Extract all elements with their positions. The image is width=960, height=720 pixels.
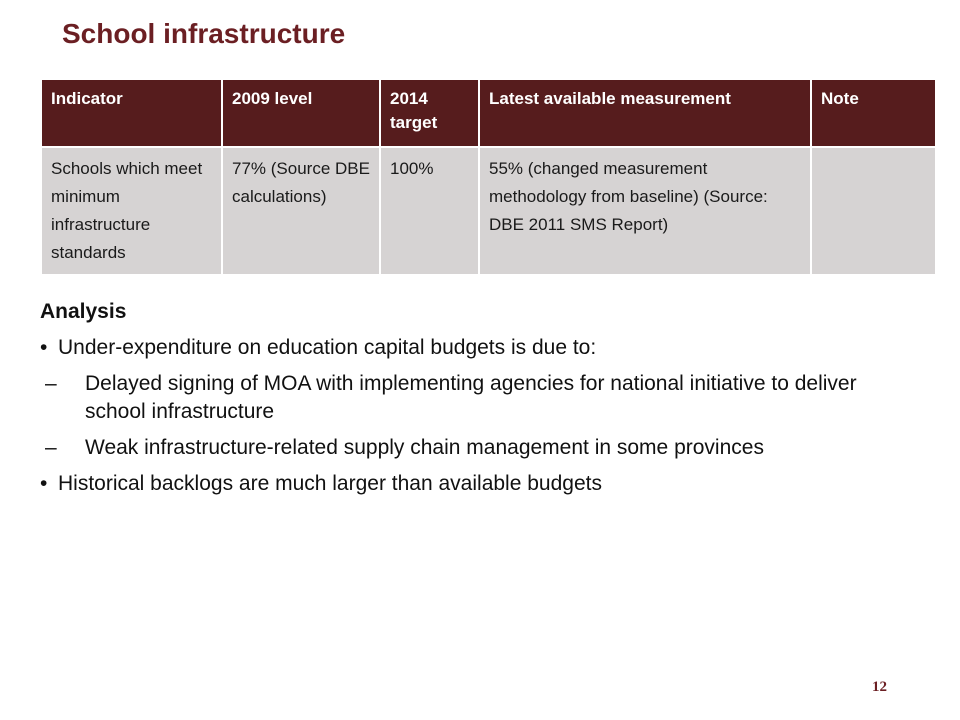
header-latest-measurement: Latest available measurement (479, 79, 811, 147)
cell-2009-level: 77% (Source DBE calculations) (222, 147, 380, 275)
analysis-section (40, 300, 920, 506)
indicator-table (40, 78, 937, 276)
slide-title: School infrastructure (62, 18, 346, 49)
bullet-item (40, 334, 920, 362)
analysis-heading: Analysis (40, 300, 127, 323)
sub-bullet-text: Delayed signing of MOA with implementing agencies for national initiative to deliver school infrastructure (85, 372, 857, 423)
dash-marker: – (45, 372, 57, 395)
bullet-text: Historical backlogs are much larger than available budgets (58, 472, 602, 495)
cell-latest-measurement: 55% (changed measurement methodology from baseline) (Source: DBE 2011 SMS Report) (479, 147, 811, 275)
bullet-marker: • (40, 472, 48, 495)
header-note: Note (811, 79, 936, 147)
header-2014-target: 2014 target (380, 79, 479, 147)
bullet-marker: • (40, 336, 48, 359)
bullet-item (40, 470, 920, 498)
table-row (41, 147, 936, 275)
cell-indicator: Schools which meet minimum infrastructure standards (41, 147, 222, 275)
cell-2014-target: 100% (380, 147, 479, 275)
page-number: 12 (872, 679, 887, 695)
table-header-row (41, 79, 936, 147)
sub-bullet-item (40, 370, 920, 426)
header-2009-level: 2009 level (222, 79, 380, 147)
dash-marker: – (45, 436, 57, 459)
bullet-text: Under-expenditure on education capital budgets is due to: (58, 336, 597, 359)
sub-bullet-item (40, 434, 920, 462)
sub-bullet-text: Weak infrastructure-related supply chain management in some provinces (85, 436, 764, 459)
header-indicator: Indicator (41, 79, 222, 147)
cell-note (811, 147, 936, 275)
